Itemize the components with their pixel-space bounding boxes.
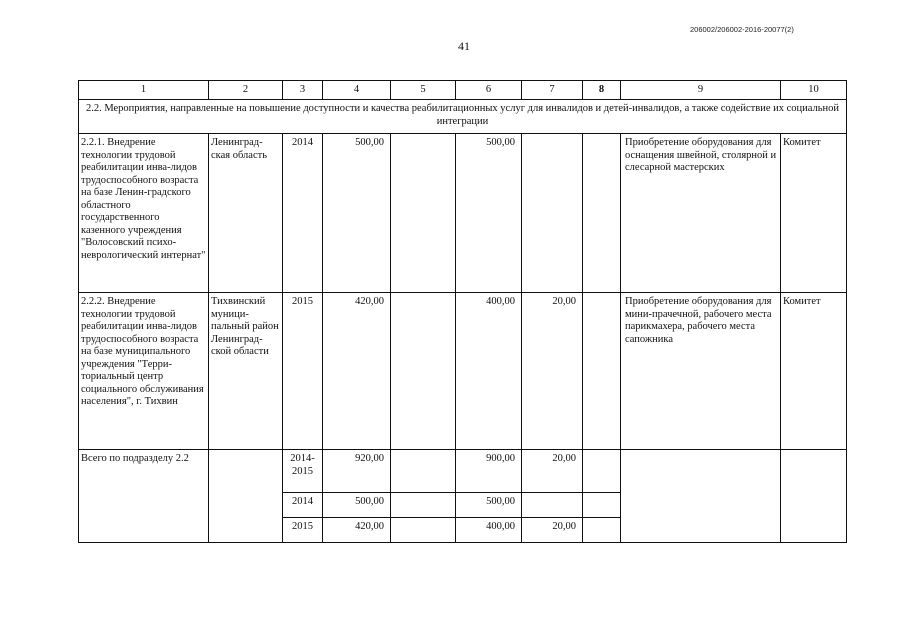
column-header: 7 <box>522 81 583 100</box>
empty-cell <box>583 518 621 543</box>
section-title: 2.2. Мероприятия, направленные на повышение доступности и качества реабилитационных услуг для инвалидов и детей-инвалидов, а также содействие их социальной интеграции <box>79 100 847 134</box>
document-id: 206002/206002-2016-20077(2) <box>690 25 794 34</box>
executor-cell: Комитет <box>781 134 847 293</box>
total-cell: 420,00 <box>323 293 391 450</box>
year-cell: 2015 <box>283 293 323 450</box>
local-cell <box>522 134 583 293</box>
empty-cell <box>621 450 781 543</box>
executor-cell: Комитет <box>781 293 847 450</box>
total-cell: 500,00 <box>323 134 391 293</box>
measure-name: 2.2.2. Внедрение технологии трудовой реабилитации инва-лидов трудоспособного возраста на базе муниципального учреждения "Терри-ториальный центр социального обслуживания населения", г. Тихвин <box>79 293 209 450</box>
empty-cell <box>391 450 456 493</box>
empty-cell <box>391 493 456 518</box>
total-regional: 500,00 <box>456 493 522 518</box>
regional-cell: 500,00 <box>456 134 522 293</box>
section-row <box>79 100 847 134</box>
total-row <box>79 450 847 493</box>
total-local: 20,00 <box>522 518 583 543</box>
measure-name: 2.2.1. Внедрение технологии трудовой реабилитации инва-лидов трудоспособного возраста на базе Ленин-градского областного государственного казенного учреждения "Волосовский психо-неврологический интернат" <box>79 134 209 293</box>
column-header: 1 <box>79 81 209 100</box>
total-year: 2015 <box>283 518 323 543</box>
column-header: 5 <box>391 81 456 100</box>
year-cell: 2014 <box>283 134 323 293</box>
regional-cell: 400,00 <box>456 293 522 450</box>
total-regional: 900,00 <box>456 450 522 493</box>
page-number: 41 <box>458 39 470 53</box>
federal-cell <box>391 293 456 450</box>
empty-cell <box>583 493 621 518</box>
total-local: 20,00 <box>522 450 583 493</box>
location-cell: Тихвинский муници-пальный район Ленинград-ской области <box>209 293 283 450</box>
empty-cell <box>583 450 621 493</box>
total-regional: 400,00 <box>456 518 522 543</box>
other-cell <box>583 134 621 293</box>
column-header: 3 <box>283 81 323 100</box>
empty-cell <box>209 450 283 543</box>
column-header: 8 <box>583 81 621 100</box>
column-header: 2 <box>209 81 283 100</box>
federal-cell <box>391 134 456 293</box>
location-cell: Ленинград-ская область <box>209 134 283 293</box>
local-cell: 20,00 <box>522 293 583 450</box>
total-local <box>522 493 583 518</box>
result-cell: Приобретение оборудования для мини-прачечной, рабочего места парикмахера, рабочего места сапожника <box>621 293 781 450</box>
result-cell: Приобретение оборудования для оснащения швейной, столярной и слесарной мастерских <box>621 134 781 293</box>
column-header: 4 <box>323 81 391 100</box>
total-sum: 920,00 <box>323 450 391 493</box>
total-sum: 420,00 <box>323 518 391 543</box>
total-year: 2014-2015 <box>283 450 323 493</box>
table-row <box>79 134 847 293</box>
column-header: 6 <box>456 81 522 100</box>
total-year: 2014 <box>283 493 323 518</box>
column-header: 9 <box>621 81 781 100</box>
other-cell <box>583 293 621 450</box>
program-table <box>78 80 847 543</box>
column-header: 10 <box>781 81 847 100</box>
total-sum: 500,00 <box>323 493 391 518</box>
table-row <box>79 293 847 450</box>
total-label: Всего по подразделу 2.2 <box>79 450 209 543</box>
empty-cell <box>781 450 847 543</box>
empty-cell <box>391 518 456 543</box>
column-header-row <box>79 81 847 100</box>
